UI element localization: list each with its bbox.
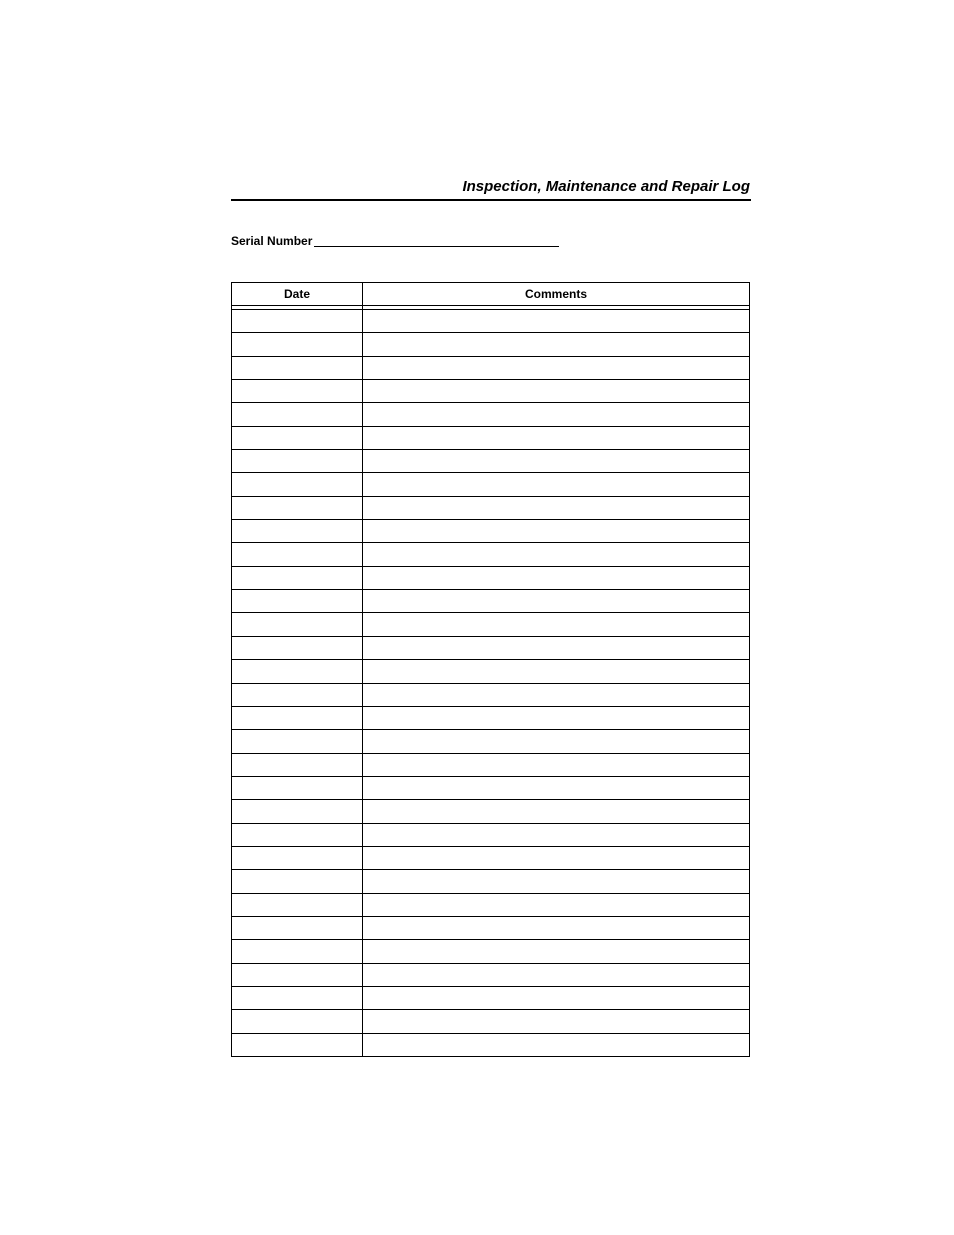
comments-cell[interactable]	[363, 543, 750, 566]
table-row	[232, 730, 750, 753]
comments-cell[interactable]	[363, 730, 750, 753]
date-cell[interactable]	[232, 450, 363, 473]
date-cell[interactable]	[232, 590, 363, 613]
comments-cell[interactable]	[363, 520, 750, 543]
table-row	[232, 403, 750, 426]
serial-number-field	[231, 232, 559, 250]
table-row	[232, 426, 750, 449]
comments-cell[interactable]	[363, 590, 750, 613]
table-row	[232, 380, 750, 403]
table-row	[232, 683, 750, 706]
comments-cell[interactable]	[363, 870, 750, 893]
title-rule	[231, 199, 751, 201]
table-row	[232, 310, 750, 333]
comments-cell[interactable]	[363, 800, 750, 823]
table-row	[232, 590, 750, 613]
comments-cell[interactable]	[363, 356, 750, 379]
date-cell[interactable]	[232, 776, 363, 799]
comments-cell[interactable]	[363, 473, 750, 496]
table-row	[232, 636, 750, 659]
table-row	[232, 520, 750, 543]
date-cell[interactable]	[232, 566, 363, 589]
table-row	[232, 613, 750, 636]
date-cell[interactable]	[232, 823, 363, 846]
date-cell[interactable]	[232, 800, 363, 823]
comments-cell[interactable]	[363, 823, 750, 846]
date-cell[interactable]	[232, 963, 363, 986]
comments-cell[interactable]	[363, 613, 750, 636]
table-row	[232, 986, 750, 1009]
table-row	[232, 963, 750, 986]
table-row	[232, 566, 750, 589]
date-cell[interactable]	[232, 310, 363, 333]
date-cell[interactable]	[232, 613, 363, 636]
table-row	[232, 473, 750, 496]
table-row	[232, 660, 750, 683]
date-cell[interactable]	[232, 1033, 363, 1056]
comments-cell[interactable]	[363, 683, 750, 706]
table-row	[232, 706, 750, 729]
column-header-date: Date	[232, 283, 363, 306]
comments-cell[interactable]	[363, 1033, 750, 1056]
log-table-body	[232, 306, 750, 1057]
comments-cell[interactable]	[363, 636, 750, 659]
table-row	[232, 753, 750, 776]
date-cell[interactable]	[232, 403, 363, 426]
comments-cell[interactable]	[363, 426, 750, 449]
comments-cell[interactable]	[363, 893, 750, 916]
column-header-comments: Comments	[363, 283, 750, 306]
date-cell[interactable]	[232, 753, 363, 776]
date-cell[interactable]	[232, 333, 363, 356]
date-cell[interactable]	[232, 380, 363, 403]
date-cell[interactable]	[232, 660, 363, 683]
comments-cell[interactable]	[363, 1010, 750, 1033]
date-cell[interactable]	[232, 473, 363, 496]
comments-cell[interactable]	[363, 940, 750, 963]
table-row	[232, 1010, 750, 1033]
comments-cell[interactable]	[363, 963, 750, 986]
comments-cell[interactable]	[363, 403, 750, 426]
table-row	[232, 940, 750, 963]
comments-cell[interactable]	[363, 380, 750, 403]
date-cell[interactable]	[232, 916, 363, 939]
table-row	[232, 870, 750, 893]
date-cell[interactable]	[232, 636, 363, 659]
comments-cell[interactable]	[363, 450, 750, 473]
date-cell[interactable]	[232, 426, 363, 449]
page-title: Inspection, Maintenance and Repair Log	[462, 178, 750, 195]
table-row	[232, 333, 750, 356]
date-cell[interactable]	[232, 846, 363, 869]
date-cell[interactable]	[232, 543, 363, 566]
table-row	[232, 893, 750, 916]
comments-cell[interactable]	[363, 776, 750, 799]
comments-cell[interactable]	[363, 986, 750, 1009]
serial-number-input-line[interactable]	[314, 232, 559, 247]
comments-cell[interactable]	[363, 566, 750, 589]
date-cell[interactable]	[232, 496, 363, 519]
date-cell[interactable]	[232, 356, 363, 379]
log-table	[231, 282, 750, 1057]
table-row	[232, 776, 750, 799]
date-cell[interactable]	[232, 940, 363, 963]
date-cell[interactable]	[232, 1010, 363, 1033]
table-row	[232, 823, 750, 846]
date-cell[interactable]	[232, 893, 363, 916]
date-cell[interactable]	[232, 870, 363, 893]
date-cell[interactable]	[232, 520, 363, 543]
table-row	[232, 496, 750, 519]
comments-cell[interactable]	[363, 496, 750, 519]
comments-cell[interactable]	[363, 846, 750, 869]
comments-cell[interactable]	[363, 753, 750, 776]
date-cell[interactable]	[232, 683, 363, 706]
table-row	[232, 450, 750, 473]
table-row	[232, 543, 750, 566]
table-row	[232, 1033, 750, 1056]
date-cell[interactable]	[232, 986, 363, 1009]
table-row	[232, 356, 750, 379]
table-row	[232, 800, 750, 823]
comments-cell[interactable]	[363, 333, 750, 356]
comments-cell[interactable]	[363, 916, 750, 939]
comments-cell[interactable]	[363, 310, 750, 333]
comments-cell[interactable]	[363, 706, 750, 729]
comments-cell[interactable]	[363, 660, 750, 683]
table-row	[232, 916, 750, 939]
date-cell[interactable]	[232, 706, 363, 729]
serial-number-label: Serial Number	[231, 234, 313, 248]
date-cell[interactable]	[232, 730, 363, 753]
table-row	[232, 846, 750, 869]
table-header-row	[232, 283, 750, 306]
